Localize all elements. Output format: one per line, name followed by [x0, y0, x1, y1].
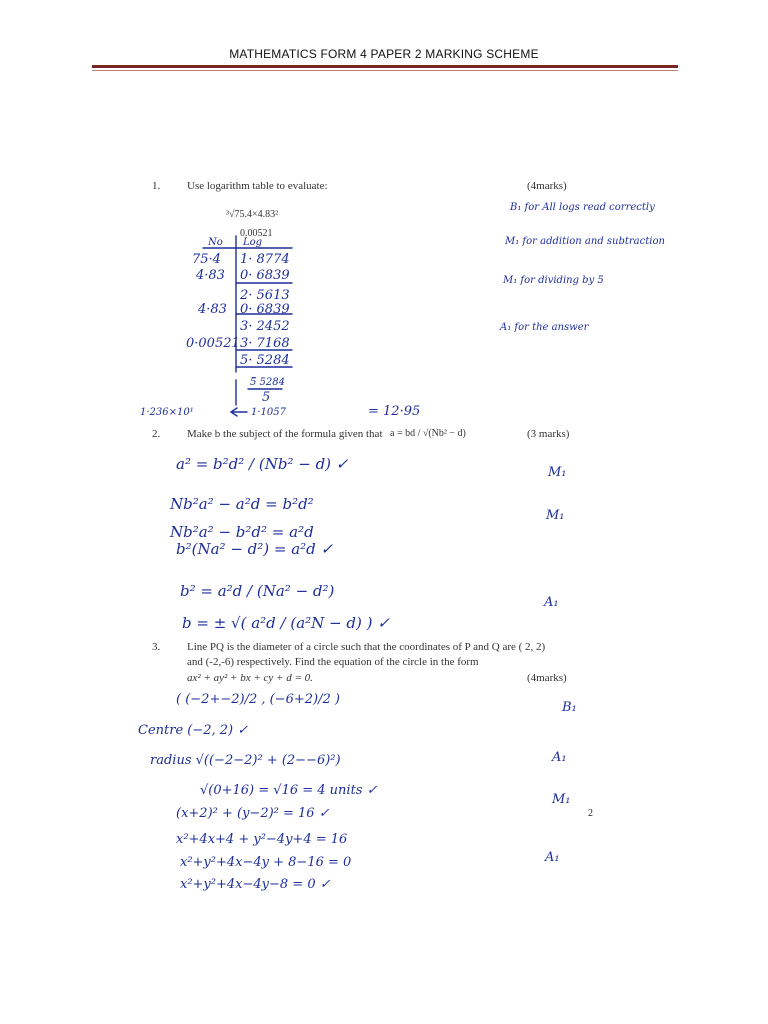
q1-row-log: 0· 6839: [240, 268, 290, 283]
q2-marking: A₁: [544, 595, 559, 610]
q1-row-log: 5· 5284: [240, 353, 290, 368]
q1-table-head-log: Log: [243, 237, 263, 248]
q3-number: 3.: [152, 641, 161, 653]
q3-step: ( (−2+−2)/2 , (−6+2)/2 ): [176, 692, 340, 707]
q1-row-log: 2· 5613: [240, 288, 290, 303]
q1-row-log: 3· 7168: [240, 336, 290, 351]
q1-row-no: 75·4: [192, 252, 221, 267]
q1-row-no: 4·83: [198, 302, 227, 317]
q3-marking: M₁: [552, 792, 571, 807]
q1-row-no: 4·83: [196, 268, 225, 283]
q3-question-line1: Line PQ is the diameter of a circle such that the coordinates of P and Q are ( 2, 2): [187, 641, 546, 653]
q1-table-head-no: No: [208, 237, 223, 248]
q1-marks: (4marks): [527, 180, 567, 192]
q1-marking-m1: M₁ for addition and subtraction: [505, 236, 665, 247]
q2-step: b² = a²d / (Na² − d²): [180, 582, 335, 600]
page-number: 2: [588, 808, 593, 819]
q1-row-log: 0· 6839: [240, 302, 290, 317]
page-header: MATHEMATICS FORM 4 PAPER 2 MARKING SCHEME: [229, 47, 539, 61]
q1-expr-bottom: 0.00521: [240, 228, 273, 239]
q3-step: radius √((−2−2)² + (2−−6)²): [150, 753, 341, 768]
q1-fraction-denominator: 5: [262, 390, 271, 405]
q2-step: a² = b²d² / (Nb² − d) ✓: [176, 455, 349, 473]
q3-step: Centre (−2, 2) ✓: [138, 723, 249, 738]
q3-step: (x+2)² + (y−2)² = 16 ✓: [176, 806, 330, 821]
q1-marking-m1: M₁ for dividing by 5: [503, 275, 604, 286]
q2-step: b²(Na² − d²) = a²d ✓: [176, 540, 334, 558]
q3-question-line2: and (-2,-6) respectively. Find the equation of the circle in the form: [187, 656, 479, 668]
q3-marking: A₁: [552, 750, 567, 765]
q1-number: 1.: [152, 180, 161, 192]
q3-step: √(0+16) = √16 = 4 units ✓: [200, 783, 378, 798]
q1-row-no: 0·00521: [186, 336, 240, 351]
q3-step: x²+y²+4x−4y−8 = 0 ✓: [180, 877, 331, 892]
q1-question: Use logarithm table to evaluate:: [187, 180, 328, 192]
q1-fraction-numerator: 5̅ 5284: [250, 377, 285, 388]
q2-marking: M₁: [546, 508, 565, 523]
q3-marking: A₁: [545, 850, 560, 865]
q1-final-answer: = 12·95: [368, 404, 421, 419]
q1-row-log: 3· 2452: [240, 319, 290, 334]
q1-marking-b1: B₁ for All logs read correctly: [510, 202, 655, 213]
q1-row-log: 1· 8774: [240, 252, 290, 267]
q1-result-log: 1·1057: [251, 407, 286, 418]
q2-step: Nb²a² − a²d = b²d²: [170, 495, 314, 513]
q2-number: 2.: [152, 428, 161, 440]
q2-marking: M₁: [548, 465, 567, 480]
q1-expr-top: ³√75.4×4.83²: [226, 209, 279, 220]
q2-marks: (3 marks): [527, 428, 570, 440]
q1-marking-a1: A₁ for the answer: [500, 322, 589, 333]
q3-marking: B₁: [562, 700, 577, 715]
q3-step: x²+y²+4x−4y + 8−16 = 0: [180, 855, 352, 870]
q1-antilog: 1·236×10¹: [140, 407, 194, 418]
q3-step: x²+4x+4 + y²−4y+4 = 16: [176, 832, 348, 847]
q2-formula: a = bd / √(Nb² − d): [390, 428, 466, 439]
q3-question-line3: ax² + ay² + bx + cy + d = 0.: [187, 672, 313, 684]
q3-marks: (4marks): [527, 672, 567, 684]
q2-question: Make b the subject of the formula given that: [187, 428, 383, 440]
q2-step: Nb²a² − b²d² = a²d: [170, 523, 314, 541]
q2-step: b = ± √( a²d / (a²N − d) ) ✓: [182, 614, 390, 632]
